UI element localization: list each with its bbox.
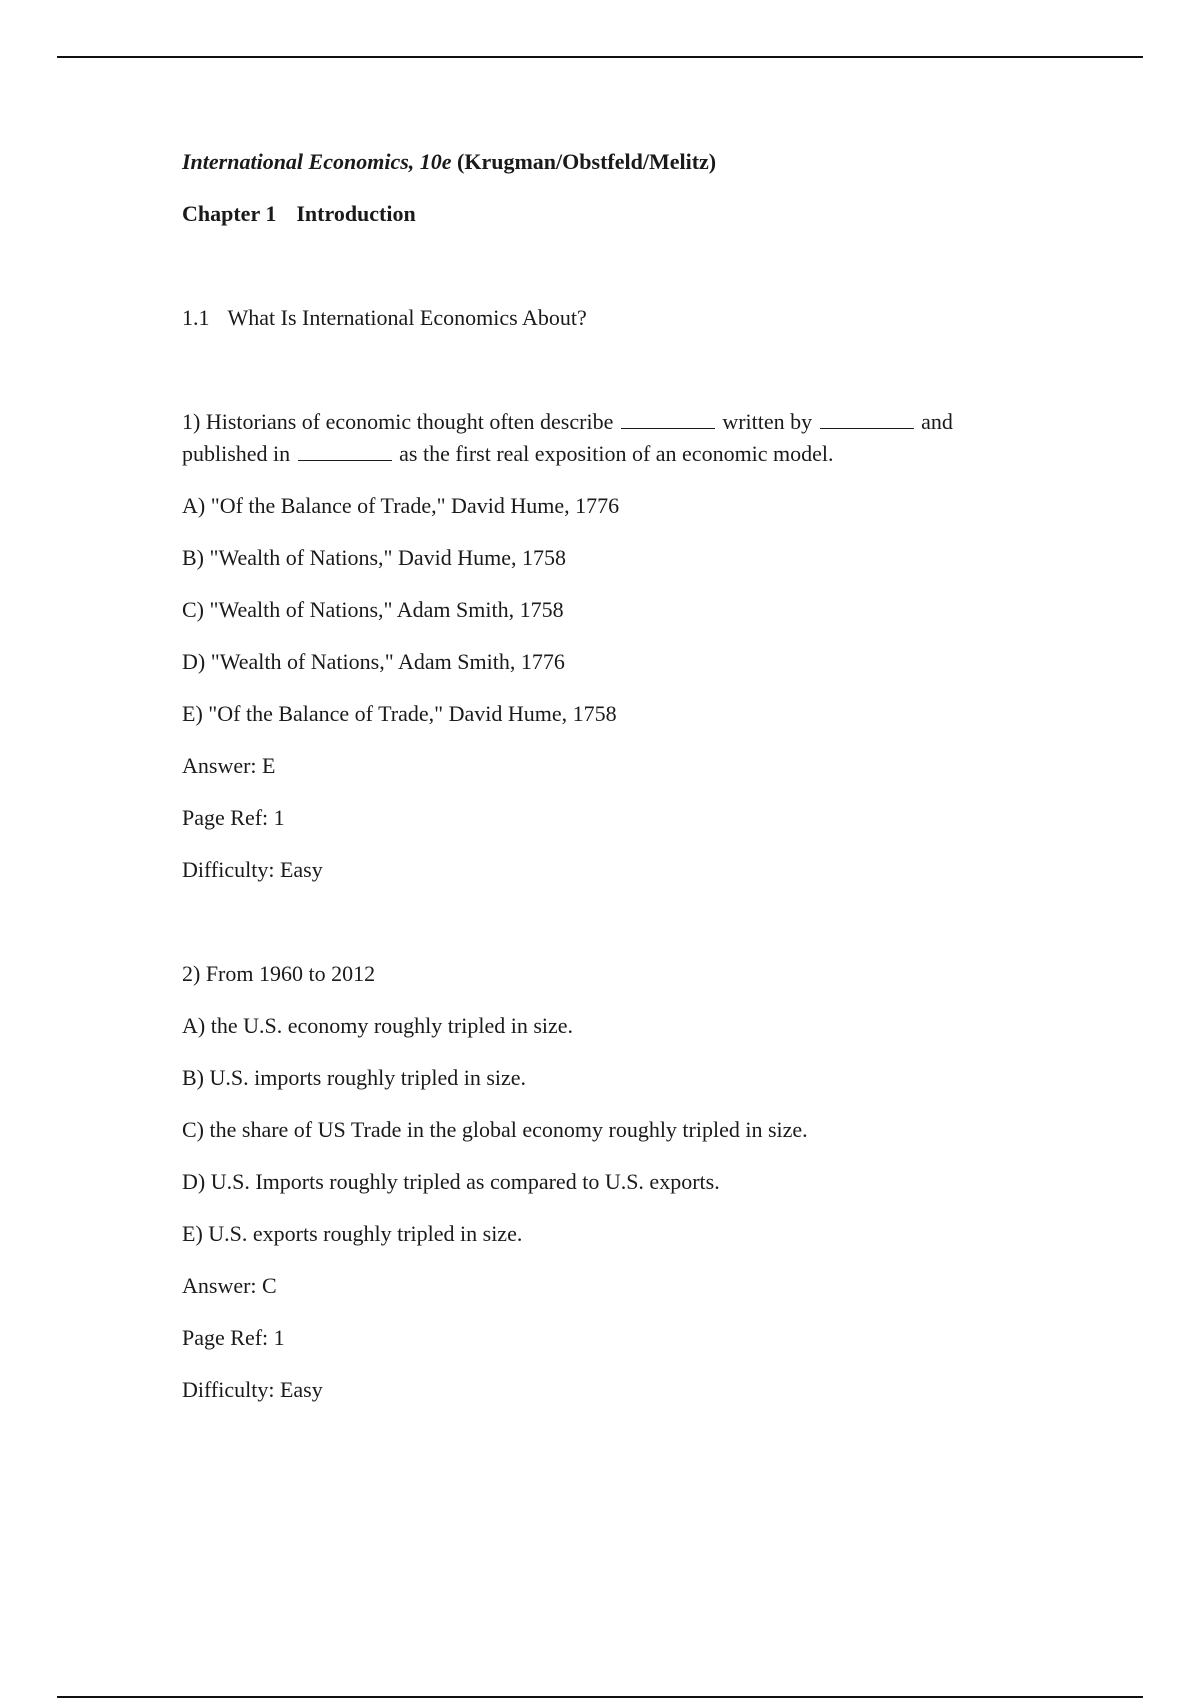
question-2	[182, 958, 1042, 1406]
book-title	[182, 146, 1042, 178]
chapter-heading	[182, 198, 1042, 230]
blank-line	[820, 408, 914, 429]
question-2-option-d: D) U.S. Imports roughly tripled as compared to U.S. exports.	[182, 1169, 720, 1194]
question-1-stem: 1) Historians of economic thought often describe written by and published in as the first real exposition of an economic model.	[182, 409, 953, 466]
section-number: 1.1	[182, 305, 210, 330]
question-1-option-d: D) "Wealth of Nations," Adam Smith, 1776	[182, 649, 565, 674]
question-1-difficulty: Difficulty: Easy	[182, 857, 323, 882]
section-heading	[182, 302, 1042, 334]
question-2-option-c: C) the share of US Trade in the global economy roughly tripled in size.	[182, 1117, 808, 1142]
top-rule	[57, 56, 1143, 58]
question-2-difficulty: Difficulty: Easy	[182, 1377, 323, 1402]
question-2-answer: Answer: C	[182, 1273, 277, 1298]
book-title-italic: International Economics, 10e	[182, 149, 452, 174]
question-2-stem: 2) From 1960 to 2012	[182, 961, 376, 986]
blank-line	[298, 440, 392, 461]
question-2-option-a: A) the U.S. economy roughly tripled in size.	[182, 1013, 574, 1038]
chapter-title: Introduction	[296, 201, 416, 226]
question-1-answer: Answer: E	[182, 753, 276, 778]
blank-line	[621, 408, 715, 429]
question-1-option-c: C) "Wealth of Nations," Adam Smith, 1758	[182, 597, 564, 622]
question-1-option-e: E) "Of the Balance of Trade," David Hume, 1758	[182, 701, 617, 726]
document-body	[182, 146, 1042, 1406]
question-1-option-b: B) "Wealth of Nations," David Hume, 1758	[182, 545, 567, 570]
question-1	[182, 406, 1042, 886]
question-1-option-a: A) "Of the Balance of Trade," David Hume, 1776	[182, 493, 620, 518]
question-2-option-b: B) U.S. imports roughly tripled in size.	[182, 1065, 527, 1090]
section-title: What Is International Economics About?	[227, 305, 587, 330]
question-2-option-e: E) U.S. exports roughly tripled in size.	[182, 1221, 523, 1246]
chapter-number: Chapter 1	[182, 201, 277, 226]
book-authors: (Krugman/Obstfeld/Melitz)	[457, 149, 717, 174]
question-2-page-ref: Page Ref: 1	[182, 1325, 285, 1350]
bottom-rule	[57, 1696, 1143, 1698]
question-1-page-ref: Page Ref: 1	[182, 805, 285, 830]
